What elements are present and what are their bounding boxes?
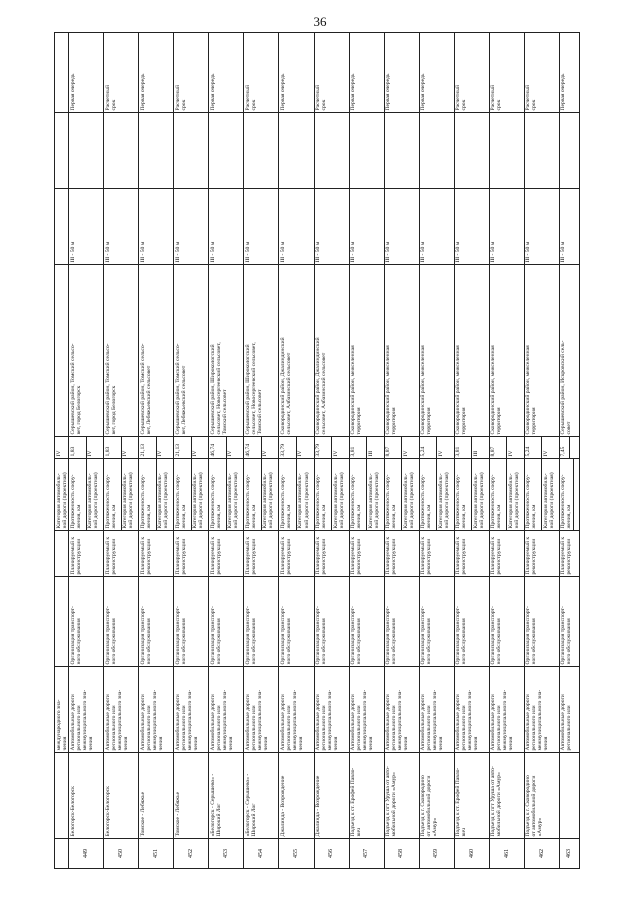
cell-param-value [349, 437, 384, 459]
cell-purpose: Организация транспорт- ного обслуживания [384, 577, 419, 667]
cell-purpose: Организация транспорт- ного обслуживания [69, 577, 104, 667]
cell-param-name-part-1: Протяженность соору- жения, км [315, 474, 328, 529]
cell-road-type: Автомобильные дороги регионального или [559, 667, 579, 753]
cell-param-name [244, 459, 279, 531]
cell-extra [209, 113, 244, 189]
cell-param-name [524, 459, 559, 531]
cell-param-value-part-1: 5,24 [420, 446, 427, 457]
cell-param-value-part-2: IV [436, 437, 454, 458]
cell-location: Сковородинский район, Джалиндинский сельсовет, Албазинский сельсовет [279, 265, 314, 437]
road-objects-table [54, 32, 580, 869]
cell-zone: III - 50 м [69, 189, 104, 265]
cell-param-name-part-2: Категория автомобиль- ной дороги (проектная) [86, 459, 104, 530]
cell-param-value-part-1: 33,79 [279, 443, 286, 457]
cell-number: 451 [139, 839, 174, 869]
cell-road-type: Автомобильные дороги регионального или межмуниципального зна- чения [384, 667, 419, 753]
cell-param-name-part-1: Протяженность соору- жения, км [560, 474, 573, 529]
cell-extra [279, 113, 314, 189]
cell-extra [349, 113, 384, 189]
cell-purpose: Организация транспорт- ного обслуживания [174, 577, 209, 667]
cell-param-name-part-1: Протяженность соору- жения, км [104, 474, 117, 529]
cell-param-name-part-2 [573, 459, 579, 530]
cell-number: 449 [69, 839, 104, 869]
cell-status: Первая очередь [209, 33, 244, 113]
cell-param-value-part-2: IV [331, 437, 349, 458]
cell-number: 450 [104, 839, 139, 869]
cell-param-name-part-1: Протяженность соору- жения, км [174, 474, 187, 529]
cell-param-value-part-1: 21,13 [174, 443, 181, 457]
cell-extra [454, 113, 489, 189]
cell-param-value-part-2: IV [86, 437, 104, 458]
cell-status: Расчетный срок [174, 33, 209, 113]
cell-route: Подъезд к пгт Уруша от авто- мобильной дороги «Амур» [489, 753, 524, 839]
cell-zone: III - 50 м [349, 189, 384, 265]
cell-param-name-part-1: Протяженность соору- жения, км [420, 474, 433, 529]
cell-param-name [139, 459, 174, 531]
cell-param-value [69, 437, 104, 459]
cell-param-name [69, 459, 104, 531]
cell-location: Сковородинский район, межселенная территория [524, 265, 559, 437]
cell-zone: III - 50 м [524, 189, 559, 265]
cell-road-type: Автомобильные дороги регионального или межмуниципального зна- чения [279, 667, 314, 753]
table-row [419, 33, 454, 869]
cell-param-value-part-2: III [471, 437, 489, 458]
cell-extra [384, 113, 419, 189]
table-row [384, 33, 419, 869]
cell-param-value-part-2: IV [296, 437, 314, 458]
cell-route: Джалинда - Возрождение [279, 753, 314, 839]
cell-plan-status: Планируемый к реконструкции [279, 531, 314, 577]
cell-number: 454 [244, 839, 279, 869]
cell-param-value-part-1: 8,87 [385, 446, 392, 457]
cell-param-value-part-1: 46,74 [209, 443, 216, 457]
cell-status: Первая очередь [559, 33, 579, 113]
cell-param-name [349, 459, 384, 531]
cell-number: 463 [559, 839, 579, 869]
cell-road-type: Автомобильные дороги регионального или межмуниципального зна- чения [69, 667, 104, 753]
cell-route: Подъезд к ст. Ерофей Павло- вич [454, 753, 489, 839]
table-row [174, 33, 209, 869]
cell-status: Расчетный срок [489, 33, 524, 113]
cell-number: 452 [174, 839, 209, 869]
cell-param-name-part-2: Категория автомобиль- ной дороги (проектная) [226, 459, 244, 530]
cell-road-type: Автомобильные дороги регионального или межмуниципального зна- чения [139, 667, 174, 753]
table-row [244, 33, 279, 869]
cell-param-name-part-2: Категория автомобиль- ной дороги (проектная) [331, 459, 349, 530]
cell-param-value [139, 437, 174, 459]
cell-extra [139, 113, 174, 189]
cell-status: Расчетный срок [314, 33, 349, 113]
cell-route: Подъезд к г. Сковородино от автомобильной дороги «Амур» [524, 753, 559, 839]
cell-status: Расчетный срок [104, 33, 139, 113]
cell-number: 461 [489, 839, 524, 869]
cell-status: Расчетный срок [524, 33, 559, 113]
cell-param-name-part-1: Протяженность соору- жения, км [244, 474, 257, 529]
cell-param-value [384, 437, 419, 459]
cell-plan-status: Планируемый к реконструкции [489, 531, 524, 577]
cell-param-name [489, 459, 524, 531]
cell-plan-status [55, 531, 69, 577]
cell-param-name [104, 459, 139, 531]
cell-route [55, 753, 69, 839]
cell-road-type: Автомобильные дороги регионального или межмуниципального зна- чения [524, 667, 559, 753]
cell-param-value-part-1: 21,13 [139, 443, 146, 457]
rotated-table-container [54, 33, 580, 869]
cell-location: Сковородинский район, межселенная территория [454, 265, 489, 437]
cell-purpose: Организация транспорт- ного обслуживания [559, 577, 579, 667]
cell-location: Серышевский район, Томский сельсо- вет, город Белогорск [69, 265, 104, 437]
table-row [349, 33, 384, 869]
cell-param-value [244, 437, 279, 459]
cell-purpose: Организация транспорт- ного обслуживания [489, 577, 524, 667]
cell-param-name [174, 459, 209, 531]
cell-status: Расчетный срок [454, 33, 489, 113]
cell-route: Подъезд к пгт Уруша от авто- мобильной дороги «Амур» [384, 753, 419, 839]
cell-purpose: Организация транспорт- ного обслуживания [454, 577, 489, 667]
table-row [524, 33, 559, 869]
table-row [454, 33, 489, 869]
cell-param-value-part-1: 7,45 [560, 446, 567, 457]
cell-param-value-part-1: 46,74 [244, 443, 251, 457]
cell-road-type: Автомобильные дороги регионального или межмуниципального зна- чения [454, 667, 489, 753]
cell-purpose: Организация транспорт- ного обслуживания [279, 577, 314, 667]
cell-purpose: Организация транспорт- ного обслуживания [104, 577, 139, 667]
cell-number: 456 [314, 839, 349, 869]
cell-extra [174, 113, 209, 189]
table-row-continued [55, 33, 69, 869]
cell-location: Серышевский район, Широкологский сельсовет, Новосергеевский сельсовет, Томский сельсовет [244, 265, 279, 437]
cell-location: Сковородинский район, межселенная территория [384, 265, 419, 437]
cell-zone: III - 50 м [104, 189, 139, 265]
cell-location [55, 265, 69, 437]
cell-plan-status: Планируемый к реконструкции [209, 531, 244, 577]
cell-location: Сковородинский район, межселенная территория [349, 265, 384, 437]
cell-param-value-part-2: IV [156, 437, 174, 458]
cell-purpose: Организация транспорт- ного обслуживания [419, 577, 454, 667]
cell-param-value-part-1: 8,87 [490, 446, 497, 457]
cell-param-name-part-1: Протяженность соору- жения, км [525, 474, 538, 529]
table-row [139, 33, 174, 869]
cell-plan-status: Планируемый к реконструкции [174, 531, 209, 577]
cell-param-value [174, 437, 209, 459]
cell-param-name-part-2: Категория автомобиль- ной дороги (проектная) [471, 459, 489, 530]
cell-param-value-part-2: IV [121, 437, 139, 458]
cell-route: «Белогорск - Серышево» - Широкий Лог [209, 753, 244, 839]
cell-status: Расчетный срок [244, 33, 279, 113]
cell-purpose: Организация транспорт- ного обслуживания [524, 577, 559, 667]
cell-extra [489, 113, 524, 189]
cell-param-value-part-1: 3,81 [350, 446, 357, 457]
cell-param-name-part-1: Протяженность соору- жения, км [279, 474, 292, 529]
table-row [559, 33, 579, 869]
cell-param-name-part-1: Протяженность соору- жения, км [455, 474, 468, 529]
cell-road-type: Автомобильные дороги регионального или межмуниципального зна- чения [174, 667, 209, 753]
cell-param-value-part-2: IV [506, 437, 524, 458]
cell-purpose: Организация транспорт- ного обслуживания [139, 577, 174, 667]
cell-plan-status: Планируемый к реконструкции [69, 531, 104, 577]
cell-param-name: Категория автомобиль- ной дороги (проектная) [55, 459, 69, 531]
cell-plan-status: Планируемый к реконструкции [559, 531, 579, 577]
cell-param-value-part-2: IV [401, 437, 419, 458]
cell-param-name-part-2: Категория автомобиль- ной дороги (проектная) [366, 459, 384, 530]
cell-param-value [489, 437, 524, 459]
cell-param-value [419, 437, 454, 459]
cell-status: Первая очередь [384, 33, 419, 113]
cell-param-value [104, 437, 139, 459]
cell-param-value [524, 437, 559, 459]
cell-status: Первая очередь [139, 33, 174, 113]
table-row [104, 33, 139, 869]
cell-route: Подъезд к ст. Ерофей Павло- вич [349, 753, 384, 839]
cell-route: Томское - Лебяжье [174, 753, 209, 839]
cell-plan-status: Планируемый к реконструкции [139, 531, 174, 577]
cell-route: Белогорск-Белогорск [104, 753, 139, 839]
cell-param-name-part-1: Протяженность соору- жения, км [385, 474, 398, 529]
cell-param-name-part-2: Категория автомобиль- ной дороги (проектная) [401, 459, 419, 530]
cell-route: Белогорск-Белогорск [69, 753, 104, 839]
cell-zone: III - 50 м [209, 189, 244, 265]
cell-param-name-part-2: Категория автомобиль- ной дороги (проектная) [436, 459, 454, 530]
cell-zone: III - 50 м [279, 189, 314, 265]
cell-route: Томское - Лебяжье [139, 753, 174, 839]
cell-param-name-part-2: Категория автомобиль- ной дороги (проектная) [156, 459, 174, 530]
cell-plan-status: Планируемый к реконструкции [384, 531, 419, 577]
cell-location: Серышевский район, Томский сельсо- вет, Лебяжьевский сельсовет [139, 265, 174, 437]
cell-route: «Белогорск - Серышево» - Широкий Лог [244, 753, 279, 839]
cell-status: Первая очередь [279, 33, 314, 113]
cell-road-type: международного зна- чения [55, 667, 69, 753]
cell-param-value-part-2: IV [226, 437, 244, 458]
cell-road-type: Автомобильные дороги регионального или межмуниципального зна- чения [314, 667, 349, 753]
cell-plan-status: Планируемый к реконструкции [419, 531, 454, 577]
cell-number: 455 [279, 839, 314, 869]
cell-road-type: Автомобильные дороги регионального или межмуниципального зна- чения [419, 667, 454, 753]
table-row [489, 33, 524, 869]
cell-plan-status: Планируемый к реконструкции [524, 531, 559, 577]
cell-road-type: Автомобильные дороги регионального или межмуниципального зна- чения [349, 667, 384, 753]
cell-status: Первая очередь [419, 33, 454, 113]
table-row [279, 33, 314, 869]
cell-zone: III - 50 м [244, 189, 279, 265]
cell-location: Серышевский район, Искровский сель- совет [559, 265, 579, 437]
cell-param-value [209, 437, 244, 459]
cell-route: Подъезд к г. Сковородино от автомобильной дороги «Амур» [419, 753, 454, 839]
cell-param-name-part-2: Категория автомобиль- ной дороги (проектная) [296, 459, 314, 530]
cell-number: 457 [349, 839, 384, 869]
cell-purpose: Организация транспорт- ного обслуживания [209, 577, 244, 667]
cell-param-value-part-1: 1,83 [104, 446, 111, 457]
cell-param-name-part-2: Категория автомобиль- ной дороги (проектная) [261, 459, 279, 530]
cell-road-type: Автомобильные дороги регионального или межмуниципального зна- чения [209, 667, 244, 753]
cell-purpose: Организация транспорт- ного обслуживания [244, 577, 279, 667]
cell-param-name [419, 459, 454, 531]
cell-param-name-part-1: Протяженность соору- жения, км [209, 474, 222, 529]
cell-location: Серышевский район, Томский сельсо- вет, Лебяжьевский сельсовет [174, 265, 209, 437]
cell-param-name [209, 459, 244, 531]
cell-extra [104, 113, 139, 189]
cell-number: 453 [209, 839, 244, 869]
cell-param-name-part-2: Категория автомобиль- ной дороги (проектная) [506, 459, 524, 530]
cell-number: 458 [384, 839, 419, 869]
cell-zone: III - 50 м [559, 189, 579, 265]
cell-param-value-part-1: 1,83 [69, 446, 76, 457]
cell-road-type: Автомобильные дороги регионального или межмуниципального зна- чения [489, 667, 524, 753]
cell-location: Серышевский район, Широкологский сельсовет, Новосергеевский сельсовет, Томский сельсовет [209, 265, 244, 437]
cell-extra [69, 113, 104, 189]
cell-param-value-part-2: IV [541, 437, 559, 458]
cell-plan-status: Планируемый к реконструкции [104, 531, 139, 577]
cell-number [55, 839, 69, 869]
cell-location: Серышевский район, Томский сельсо- вет, город Белогорск [104, 265, 139, 437]
cell-number: 462 [524, 839, 559, 869]
cell-zone: III - 50 м [174, 189, 209, 265]
cell-extra [244, 113, 279, 189]
cell-param-name-part-2: Категория автомобиль- ной дороги (проектная) [191, 459, 209, 530]
cell-zone: III - 50 м [314, 189, 349, 265]
cell-status: Первая очередь [349, 33, 384, 113]
cell-plan-status: Планируемый к реконструкции [244, 531, 279, 577]
cell-param-value-part-2: IV [191, 437, 209, 458]
cell-purpose: Организация транспорт- ного обслуживания [314, 577, 349, 667]
cell-plan-status: Планируемый к реконструкции [349, 531, 384, 577]
cell-param-value [314, 437, 349, 459]
cell-param-name-part-2: Категория автомобиль- ной дороги (проектная) [121, 459, 139, 530]
cell-param-name [279, 459, 314, 531]
cell-param-value-part-2: IV [261, 437, 279, 458]
cell-param-value [454, 437, 489, 459]
cell-zone [55, 189, 69, 265]
cell-extra [419, 113, 454, 189]
cell-param-name-part-1: Протяженность соору- жения, км [139, 474, 152, 529]
cell-extra [559, 113, 579, 189]
table-row [314, 33, 349, 869]
cell-location: Сковородинский район, межселенная территория [419, 265, 454, 437]
cell-param-name [384, 459, 419, 531]
cell-param-value-part-2: III [366, 437, 384, 458]
cell-param-value-part-1: 3,81 [455, 446, 462, 457]
cell-param-name-part-1: Протяженность соору- жения, км [350, 474, 363, 529]
cell-param-name-part-1: Протяженность соору- жения, км [490, 474, 503, 529]
cell-param-value [559, 437, 579, 459]
cell-param-name-part-2: Категория автомобиль- ной дороги (проектная) [541, 459, 559, 530]
cell-param-name [454, 459, 489, 531]
cell-road-type: Автомобильные дороги регионального или межмуниципального зна- чения [244, 667, 279, 753]
cell-extra [55, 113, 69, 189]
cell-zone: III - 50 м [489, 189, 524, 265]
cell-param-value-part-1: 5,24 [525, 446, 532, 457]
cell-param-value-part-2 [569, 437, 579, 458]
cell-param-value-part-1: 33,79 [315, 443, 321, 457]
cell-param-name [559, 459, 579, 531]
cell-purpose [55, 577, 69, 667]
cell-extra [524, 113, 559, 189]
cell-plan-status: Планируемый к реконструкции [454, 531, 489, 577]
cell-purpose: Организация транспорт- ного обслуживания [349, 577, 384, 667]
cell-route: Джалинда - Возрождение [314, 753, 349, 839]
cell-param-name [314, 459, 349, 531]
cell-number: 459 [419, 839, 454, 869]
cell-extra [314, 113, 349, 189]
cell-zone: III - 50 м [384, 189, 419, 265]
cell-status [55, 33, 69, 113]
cell-location: Сковородинский район, межселенная территория [489, 265, 524, 437]
cell-number: 460 [454, 839, 489, 869]
cell-location: Сковородинский район, Джалиндинский сельсовет, Албазинский сельсовет [314, 265, 349, 437]
cell-param-value: IV [55, 437, 69, 459]
cell-zone: III - 50 м [419, 189, 454, 265]
cell-param-value [279, 437, 314, 459]
cell-zone: III - 50 м [454, 189, 489, 265]
table-row [209, 33, 244, 869]
cell-road-type: Автомобильные дороги регионального или межмуниципального зна- чения [104, 667, 139, 753]
cell-plan-status: Планируемый к реконструкции [314, 531, 349, 577]
cell-status: Первая очередь [69, 33, 104, 113]
cell-param-name-part-1: Протяженность соору- жения, км [69, 474, 82, 529]
page-number: 36 [313, 14, 327, 29]
table-row [69, 33, 104, 869]
cell-zone: III - 50 м [139, 189, 174, 265]
cell-route [559, 753, 579, 839]
